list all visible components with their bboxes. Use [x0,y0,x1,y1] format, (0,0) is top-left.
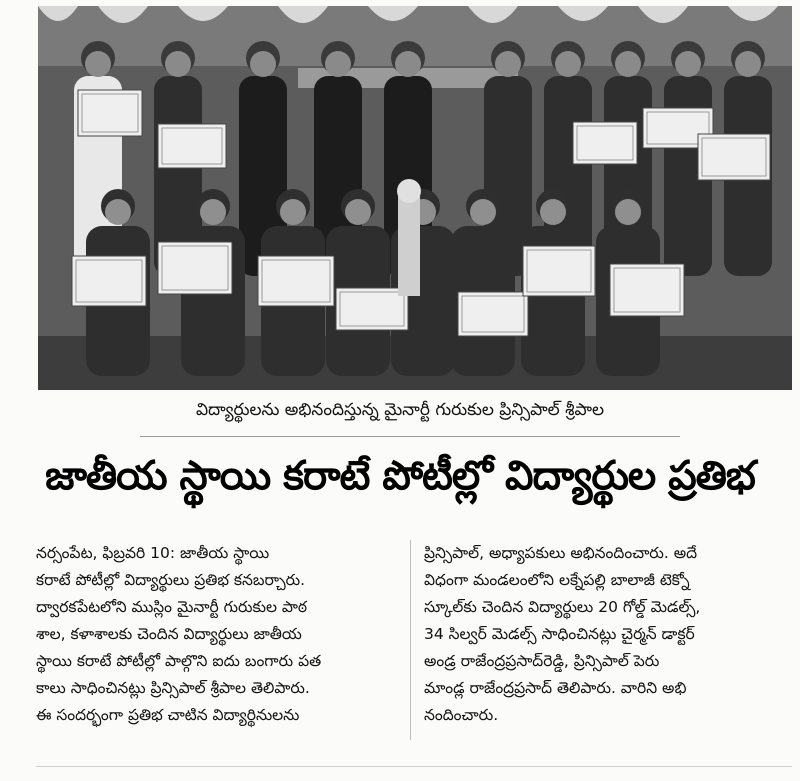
body-line: విధంగా మండలంలోని లక్నేపల్లి బాలాజీ టెక్నో [424,571,690,589]
certificate [258,256,334,306]
bottom-border [36,766,792,767]
photo-caption: విద్యార్థులను అభినందిస్తున్న మైనార్టీ గురుకుల ప్రిన్సిపాల్ శ్రీపాల [195,400,605,420]
body-line: నర్సంపేట, ఫిబ్రవరి 10: జాతీయ స్థాయి [36,544,270,562]
body-line: స్కూల్‌కు చెందిన విద్యార్థులు 20 గోల్డ్ మెడల్స్, [424,598,701,616]
body-line: కరాటే పోటీల్లో విద్యార్థులు ప్రతిభ కనబర్చారు. [36,571,306,589]
body-line: 34 సిల్వర్ మెడల్స్ సాధించినట్లు చైర్మన్ డాక్టర్ [424,625,695,643]
column-divider [410,540,411,740]
body-line: ప్రిన్సిపాల్, అధ్యాపకులు అభినందించారు. అదే [424,544,698,562]
certificate [610,264,684,316]
article-column-right [424,540,794,729]
body-line: ద్వారకపేటలోని ముస్లిం మైనార్టీ గురుకుల పాఠ [36,598,308,616]
body-line: కాలు సాధించినట్లు ప్రిన్సిపాల్ శ్రీపాల తెలిపారు. [36,679,310,697]
body-line: ఈ సందర్భంగా ప్రతిభ చాటిన విద్యార్థినులను [36,706,300,724]
certificate [458,292,528,336]
body-line: అండ్ర రాజేంద్రప్రసాద్‌రెడ్డి, ప్రిన్సిపాల్ పెరు [424,652,660,670]
headline: జాతీయ స్థాయి కరాటే పోటీల్లో విద్యార్థుల ప్రతిభ [45,453,755,499]
certificate [158,242,232,294]
caption-divider [140,436,680,437]
certificate [158,124,226,168]
trophy [397,179,421,296]
certificate [573,122,637,164]
certificate [72,256,146,306]
certificate [698,134,770,180]
certificate [523,246,595,296]
body-line: స్థాయి కరాటే పోటీల్లో పాల్గొని ఐదు బంగారు పత [36,652,322,670]
group-photo [38,6,792,390]
body-line: మాండ్ల రాజేంద్రప్రసాద్ తెలిపారు. వారిని అభి [424,679,687,697]
body-line: శాల, కళాశాలకు చెందిన విద్యార్థులు జాతీయ [36,625,302,643]
article-column-left [36,540,406,729]
body-line: నందించారు. [424,706,499,724]
certificate [78,90,142,136]
certificate [336,288,408,330]
group-photo-image [38,6,792,390]
